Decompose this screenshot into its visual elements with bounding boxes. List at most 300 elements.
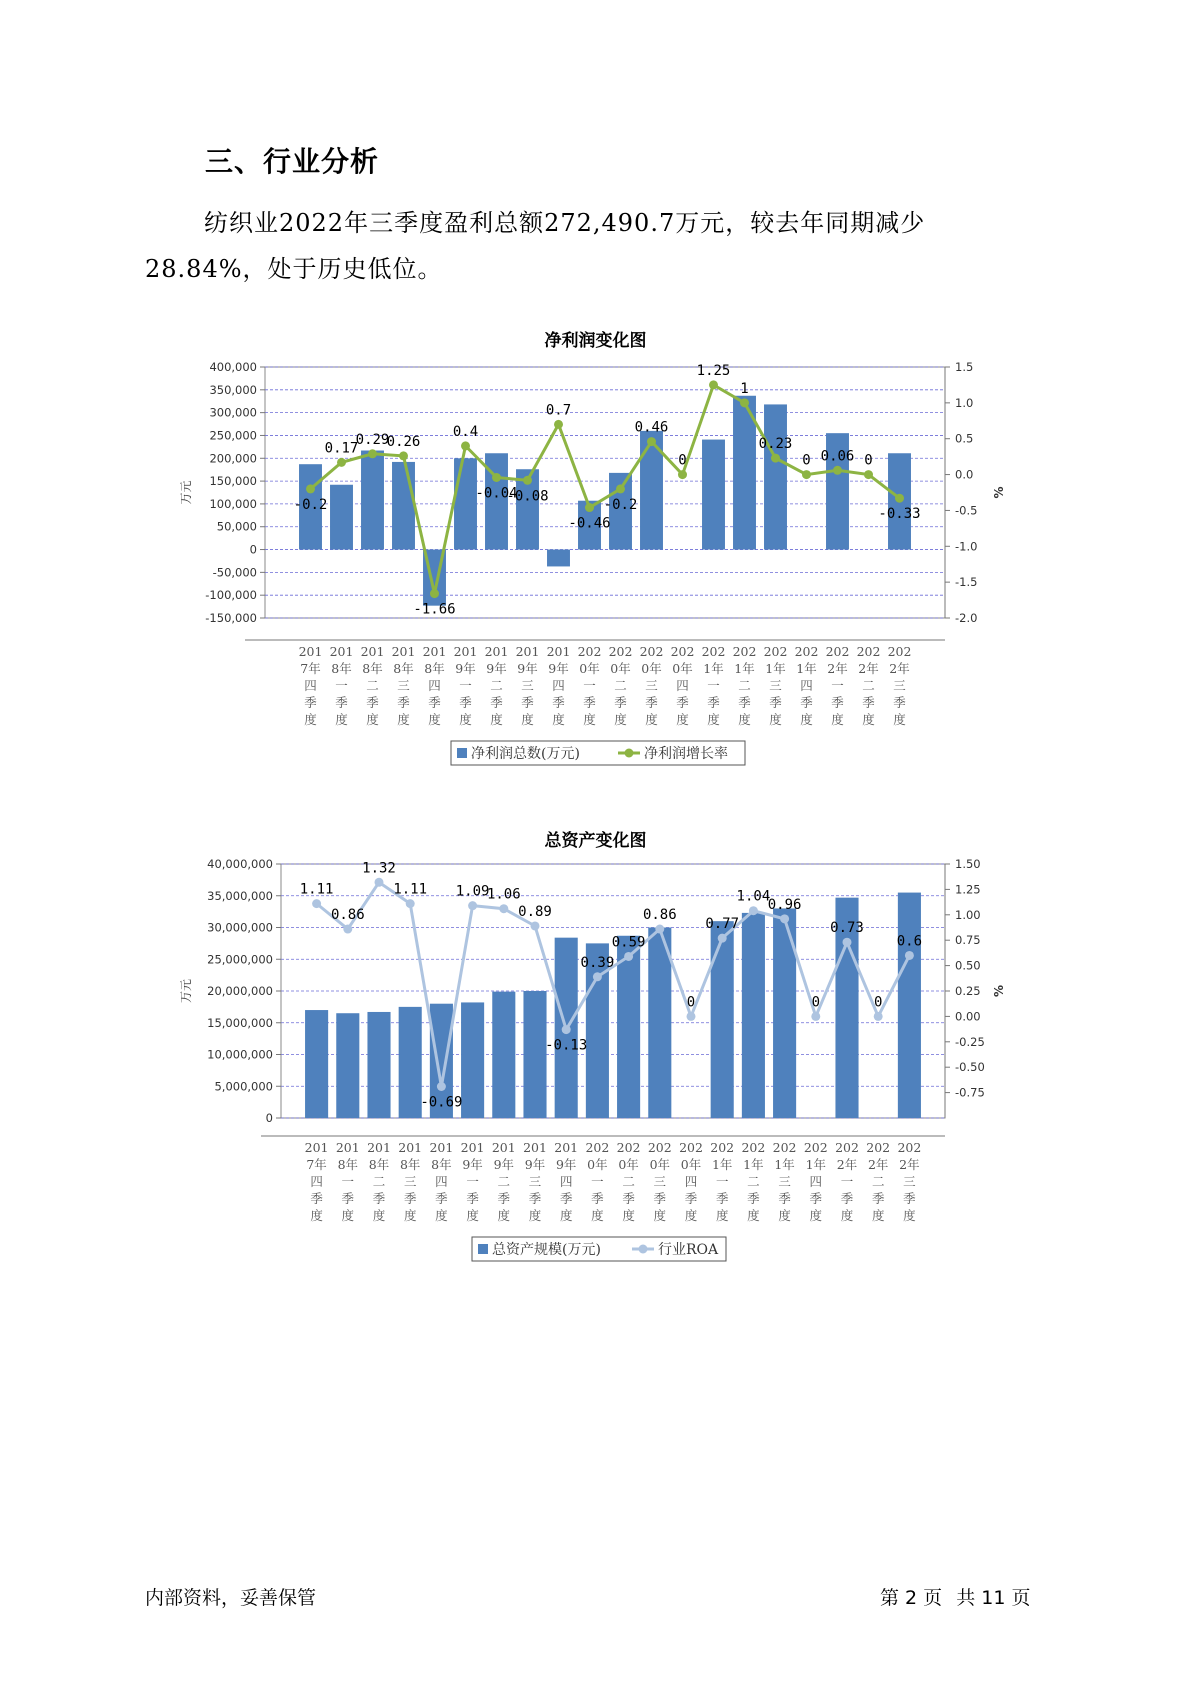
series-point [833, 466, 842, 475]
y2-tick-label: 0.25 [955, 984, 981, 998]
x-tick-label: 1年 [703, 661, 724, 676]
x-tick-label: 二 [862, 678, 875, 693]
x-tick-label: 季 [372, 1191, 386, 1206]
x-tick-label: 8年 [431, 1157, 452, 1172]
bar [367, 1012, 390, 1118]
x-tick-label: 8年 [368, 1157, 390, 1172]
summary-line-2: 28.84%，处于历史低位。 [145, 255, 443, 283]
x-tick-label: 季 [903, 1191, 916, 1206]
x-tick-label: 二 [622, 1174, 635, 1189]
x-tick-label: 202 [803, 1140, 828, 1155]
x-tick-label: 季 [397, 695, 410, 710]
series-point [585, 503, 594, 512]
x-tick-label: 201 [391, 644, 416, 659]
data-label: 0 [873, 994, 883, 1011]
data-label: 0 [802, 452, 811, 469]
x-tick-label: 三 [528, 1174, 542, 1189]
y2-tick-label: -2.0 [955, 611, 978, 625]
data-label: 0.59 [611, 934, 646, 951]
x-tick-label: 季 [676, 695, 689, 710]
x-tick-label: 0年 [649, 1157, 671, 1172]
x-tick-label: 二 [871, 1174, 885, 1189]
x-tick-label: 0年 [587, 1157, 608, 1172]
series-point [709, 380, 718, 389]
x-tick-label: 季 [435, 1191, 448, 1206]
x-tick-label: 1年 [796, 661, 817, 676]
series-point [687, 1012, 696, 1021]
x-tick-label: 季 [335, 695, 348, 710]
x-tick-label: 202 [585, 1140, 610, 1155]
y2-axis-title: % [992, 486, 1006, 499]
data-label: -0.13 [545, 1037, 588, 1054]
x-tick-label: 四 [684, 1174, 698, 1189]
legend-bar-label: 净利润总数(万元) [471, 746, 580, 762]
x-tick-label: 201 [329, 644, 354, 659]
series-point [624, 952, 633, 961]
series-point [771, 454, 780, 463]
y2-tick-label: 1.50 [955, 857, 981, 871]
x-tick-label: 一 [341, 1174, 355, 1189]
x-tick-label: 二 [747, 1174, 760, 1189]
x-tick-label: 季 [428, 695, 441, 710]
x-tick-label: 9年 [517, 661, 538, 676]
series-point [740, 398, 749, 407]
x-tick-label: 度 [591, 1208, 604, 1223]
bar [305, 1010, 328, 1118]
x-tick-label: 度 [800, 712, 813, 727]
series-point [312, 899, 321, 908]
series-point [375, 878, 384, 887]
x-tick-label: 度 [715, 1208, 729, 1223]
x-tick-label: 三 [653, 1174, 667, 1189]
x-tick-label: 201 [523, 1140, 547, 1155]
x-tick-label: 201 [422, 644, 447, 659]
y2-tick-label: -1.0 [955, 539, 978, 554]
x-tick-label: 201 [298, 644, 323, 659]
x-tick-label: 度 [614, 712, 627, 727]
x-tick-label: 度 [490, 712, 503, 727]
x-tick-label: 季 [614, 695, 627, 710]
x-tick-label: 度 [871, 1208, 885, 1223]
x-tick-label: 201 [367, 1140, 391, 1155]
data-label: 1.09 [455, 883, 490, 900]
y2-tick-label: 1.5 [955, 360, 974, 374]
x-tick-label: 一 [715, 1174, 729, 1189]
x-tick-label: 度 [335, 712, 348, 727]
x-tick-label: 202 [647, 1140, 672, 1155]
data-label: 0.73 [830, 920, 864, 937]
x-tick-label: 一 [583, 678, 596, 693]
x-tick-label: 四 [428, 678, 441, 693]
data-label: 0.4 [452, 423, 479, 440]
x-tick-label: 季 [707, 695, 720, 710]
x-tick-label: 2年 [858, 661, 879, 676]
x-tick-label: 202 [887, 644, 912, 659]
data-label: 1.06 [486, 886, 521, 903]
x-tick-label: 度 [893, 712, 906, 727]
series-point [562, 1025, 571, 1034]
series-point [905, 951, 914, 960]
series-point [368, 449, 377, 458]
x-tick-label: 202 [670, 644, 695, 659]
series-point [678, 470, 687, 479]
y2-tick-label: -0.50 [955, 1060, 985, 1075]
x-tick-label: 一 [335, 678, 348, 693]
x-tick-label: 一 [840, 1174, 854, 1189]
x-tick-label: 季 [622, 1191, 635, 1206]
x-tick-label: 三 [403, 1174, 417, 1189]
summary-line-1: 纺织业2022年三季度盈利总额272,490.7万元，较去年同期减少 [204, 209, 926, 237]
data-label: 1.11 [393, 881, 428, 898]
y-tick-label: 150,000 [209, 474, 257, 489]
series-point [864, 470, 873, 479]
bar [454, 458, 477, 549]
y-tick-label: 100,000 [209, 496, 257, 511]
y-axis-title: 万元 [179, 480, 193, 505]
x-tick-label: 9年 [455, 661, 476, 676]
x-tick-label: 度 [645, 712, 658, 727]
x-tick-label: 202 [835, 1140, 859, 1155]
series-point [718, 934, 727, 943]
x-tick-label: 度 [304, 712, 317, 727]
x-tick-label: 度 [397, 712, 410, 727]
x-tick-label: 202 [866, 1140, 891, 1155]
bar [764, 404, 787, 549]
y-tick-label: -100,000 [205, 588, 257, 603]
series-point [399, 451, 408, 460]
footer-confidential: 内部资料，妥善保管 [145, 1587, 317, 1609]
x-tick-label: 201 [304, 1140, 329, 1155]
x-tick-label: 季 [497, 1191, 511, 1206]
x-tick-label: 202 [741, 1140, 766, 1155]
x-tick-label: 四 [435, 1174, 448, 1189]
x-tick-label: 度 [707, 712, 720, 727]
x-tick-label: 度 [428, 712, 441, 727]
series-point [554, 420, 563, 429]
x-tick-label: 9年 [486, 661, 507, 676]
x-tick-label: 季 [403, 1191, 417, 1206]
x-tick-label: 一 [459, 678, 472, 693]
x-tick-label: 度 [831, 712, 844, 727]
x-tick-label: 202 [608, 644, 633, 659]
x-tick-label: 度 [583, 712, 596, 727]
x-tick-label: 季 [341, 1191, 355, 1206]
series-point [337, 458, 346, 467]
x-tick-label: 一 [707, 678, 720, 693]
series-point [306, 484, 315, 493]
x-tick-label: 201 [484, 644, 509, 659]
x-tick-label: 三 [397, 678, 410, 693]
x-tick-label: 季 [366, 695, 379, 710]
data-label: 0.29 [355, 431, 390, 448]
data-label: 0.7 [545, 402, 572, 419]
x-tick-label: 三 [645, 678, 658, 693]
x-tick-label: 度 [459, 712, 472, 727]
x-tick-label: 度 [366, 712, 379, 727]
x-tick-label: 度 [684, 1208, 698, 1223]
x-tick-label: 201 [515, 644, 540, 659]
bar [742, 913, 765, 1118]
page-number: 第 2 页 [880, 1587, 943, 1609]
summary-paragraph [145, 200, 1045, 292]
series-point [874, 1012, 883, 1021]
x-tick-label: 1年 [805, 1157, 827, 1172]
data-label: 0.23 [758, 436, 793, 453]
series-point [499, 904, 508, 913]
x-tick-label: 季 [583, 695, 596, 710]
x-tick-label: 0年 [610, 661, 631, 676]
x-tick-label: 9年 [493, 1157, 515, 1172]
series-point [437, 1082, 446, 1091]
x-tick-label: 季 [715, 1191, 729, 1206]
x-tick-label: 8年 [331, 661, 352, 676]
bar [547, 550, 570, 567]
asset-chart [0, 855, 1191, 1275]
x-tick-label: 四 [304, 678, 317, 693]
series-point [468, 901, 477, 910]
y-tick-label: 400,000 [209, 360, 257, 374]
y-tick-label: 350,000 [209, 382, 257, 397]
y2-tick-label: 0.00 [955, 1009, 981, 1024]
data-label: -0.33 [878, 506, 921, 523]
x-tick-label: 四 [800, 678, 813, 693]
series-point [780, 914, 789, 923]
x-tick-label: 201 [554, 1140, 579, 1155]
x-tick-label: 201 [491, 1140, 516, 1155]
x-tick-label: 三 [903, 1174, 916, 1189]
x-tick-label: 202 [577, 644, 602, 659]
series-point [461, 441, 470, 450]
bar [523, 991, 546, 1118]
series-point [593, 972, 602, 981]
x-tick-label: 季 [684, 1191, 698, 1206]
x-tick-label: 1年 [765, 661, 786, 676]
series-point [616, 484, 625, 493]
x-tick-label: 季 [304, 695, 317, 710]
data-label: 0 [864, 452, 873, 469]
y-tick-label: 25,000,000 [207, 952, 273, 967]
x-tick-label: 四 [552, 678, 565, 693]
y-tick-label: 35,000,000 [207, 888, 273, 903]
x-tick-label: 季 [738, 695, 751, 710]
bar [898, 893, 921, 1118]
y-tick-label: 40,000,000 [207, 857, 273, 871]
y2-tick-label: -0.75 [955, 1085, 985, 1100]
legend-bar-label: 总资产规模(万元) [492, 1242, 601, 1258]
bar [336, 1013, 359, 1118]
x-tick-label: 202 [856, 644, 881, 659]
x-tick-label: 0年 [672, 661, 693, 676]
x-tick-label: 季 [893, 695, 906, 710]
legend-line-label: 净利润增长率 [644, 746, 728, 762]
x-tick-label: 季 [645, 695, 658, 710]
x-tick-label: 度 [862, 712, 875, 727]
data-label: 1.04 [736, 888, 771, 905]
y2-tick-label: 0.5 [955, 431, 974, 446]
x-tick-label: 0年 [579, 661, 600, 676]
asset-chart-title: 总资产变化图 [544, 831, 647, 851]
x-tick-label: 二 [490, 678, 503, 693]
bar [392, 462, 415, 550]
x-tick-label: 季 [528, 1191, 542, 1206]
x-tick-label: 季 [466, 1191, 479, 1206]
y2-tick-label: -1.5 [955, 575, 978, 590]
y-tick-label: -150,000 [205, 611, 257, 625]
data-label: -0.04 [475, 485, 518, 502]
x-tick-label: 2年 [836, 1157, 858, 1172]
y-tick-label: 50,000 [216, 519, 257, 534]
series-point [811, 1012, 820, 1021]
x-tick-label: 9年 [548, 661, 569, 676]
y-tick-label: 300,000 [209, 405, 257, 420]
x-tick-label: 度 [466, 1208, 479, 1223]
x-tick-label: 201 [398, 1140, 423, 1155]
x-tick-label: 季 [778, 1191, 791, 1206]
y-tick-label: 30,000,000 [207, 920, 273, 935]
y2-axis-title: % [992, 984, 1006, 998]
data-label: -0.2 [293, 496, 328, 513]
x-tick-label: 7年 [300, 661, 321, 676]
y2-tick-label: -0.5 [955, 503, 978, 518]
x-tick-label: 三 [893, 678, 906, 693]
x-tick-label: 201 [460, 1140, 485, 1155]
data-label: 0.39 [580, 954, 615, 971]
x-tick-label: 202 [763, 644, 788, 659]
data-label: 0.26 [386, 433, 421, 450]
bar [361, 451, 384, 550]
bar [702, 440, 725, 550]
y2-tick-label: 1.25 [955, 882, 981, 897]
x-tick-label: 度 [738, 712, 751, 727]
y-tick-label: 0 [265, 1111, 273, 1125]
x-tick-label: 202 [732, 644, 757, 659]
x-tick-label: 季 [769, 695, 782, 710]
series-point [895, 494, 904, 503]
bar [711, 921, 734, 1118]
y-axis-title: 万元 [179, 978, 193, 1004]
y-tick-label: 15,000,000 [207, 1015, 273, 1030]
x-tick-label: 201 [360, 644, 385, 659]
x-tick-label: 202 [794, 644, 819, 659]
x-tick-label: 202 [679, 1140, 703, 1155]
series-point [647, 437, 656, 446]
data-label: 1.25 [696, 362, 731, 379]
x-tick-label: 202 [897, 1140, 922, 1155]
series-point [343, 925, 352, 934]
y2-tick-label: 0.0 [955, 467, 974, 482]
bar [492, 992, 515, 1118]
profit-chart-title: 净利润变化图 [544, 331, 647, 351]
x-tick-label: 202 [710, 1140, 735, 1155]
x-tick-label: 2年 [827, 661, 848, 676]
x-tick-label: 季 [840, 1191, 854, 1206]
x-tick-label: 2年 [899, 1157, 920, 1172]
x-tick-label: 季 [591, 1191, 604, 1206]
data-label: 1.11 [299, 881, 334, 898]
x-tick-label: 度 [676, 712, 689, 727]
x-tick-label: 202 [639, 644, 664, 659]
series-point [523, 476, 532, 485]
x-tick-label: 度 [310, 1208, 323, 1223]
x-tick-label: 季 [490, 695, 503, 710]
x-tick-label: 8年 [393, 661, 414, 676]
series-point [802, 470, 811, 479]
legend-line-marker [639, 1245, 648, 1254]
x-tick-label: 一 [831, 678, 844, 693]
x-tick-label: 202 [772, 1140, 797, 1155]
x-tick-label: 季 [310, 1191, 323, 1206]
x-tick-label: 1年 [743, 1157, 764, 1172]
y2-tick-label: 1.0 [955, 395, 974, 410]
legend-line-label: 行业ROA [658, 1242, 719, 1258]
x-tick-label: 度 [653, 1208, 667, 1223]
y-tick-label: -50,000 [212, 565, 257, 580]
x-tick-label: 8年 [362, 661, 383, 676]
x-tick-label: 季 [747, 1191, 760, 1206]
y-tick-label: 20,000,000 [207, 984, 273, 998]
y-tick-label: 0 [249, 542, 257, 557]
x-tick-label: 0年 [641, 661, 662, 676]
data-label: -0.46 [568, 515, 611, 532]
x-tick-label: 201 [546, 644, 571, 659]
x-tick-label: 季 [559, 1191, 573, 1206]
x-tick-label: 季 [800, 695, 813, 710]
x-tick-label: 2年 [867, 1157, 889, 1172]
series-point [492, 473, 501, 482]
x-tick-label: 202 [616, 1140, 641, 1155]
page-total: 共 11 页 [956, 1587, 1031, 1609]
data-label: -0.08 [506, 488, 549, 505]
bar [330, 485, 353, 550]
x-tick-label: 季 [653, 1191, 667, 1206]
x-tick-label: 度 [528, 1208, 542, 1223]
y2-tick-label: -0.25 [955, 1034, 985, 1049]
x-tick-label: 1年 [711, 1157, 733, 1172]
x-tick-label: 7年 [306, 1157, 327, 1172]
x-tick-label: 度 [769, 712, 782, 727]
x-tick-label: 度 [778, 1208, 791, 1223]
x-tick-label: 度 [521, 712, 534, 727]
series-point [843, 938, 852, 947]
x-tick-label: 季 [809, 1191, 823, 1206]
x-tick-label: 202 [701, 644, 726, 659]
x-tick-label: 季 [862, 695, 875, 710]
x-tick-label: 二 [372, 1174, 386, 1189]
x-tick-label: 度 [341, 1208, 355, 1223]
x-tick-label: 8年 [424, 661, 445, 676]
x-tick-label: 9年 [462, 1157, 483, 1172]
x-tick-label: 季 [459, 695, 472, 710]
x-tick-label: 一 [466, 1174, 479, 1189]
data-label: 0.96 [767, 896, 802, 913]
x-tick-label: 度 [747, 1208, 760, 1223]
x-tick-label: 季 [521, 695, 534, 710]
x-tick-label: 201 [429, 1140, 454, 1155]
profit-chart [0, 355, 1191, 775]
x-tick-label: 四 [310, 1174, 323, 1189]
x-tick-label: 二 [614, 678, 627, 693]
data-label: 1.32 [362, 860, 396, 877]
data-label: -0.69 [420, 1094, 463, 1111]
x-tick-label: 度 [622, 1208, 635, 1223]
data-label: 0.46 [634, 419, 669, 436]
x-tick-label: 度 [372, 1208, 386, 1223]
data-label: 0.6 [896, 933, 923, 950]
data-label: -1.66 [413, 601, 456, 618]
x-tick-label: 201 [453, 644, 478, 659]
x-tick-label: 二 [497, 1174, 511, 1189]
x-tick-label: 四 [676, 678, 689, 693]
